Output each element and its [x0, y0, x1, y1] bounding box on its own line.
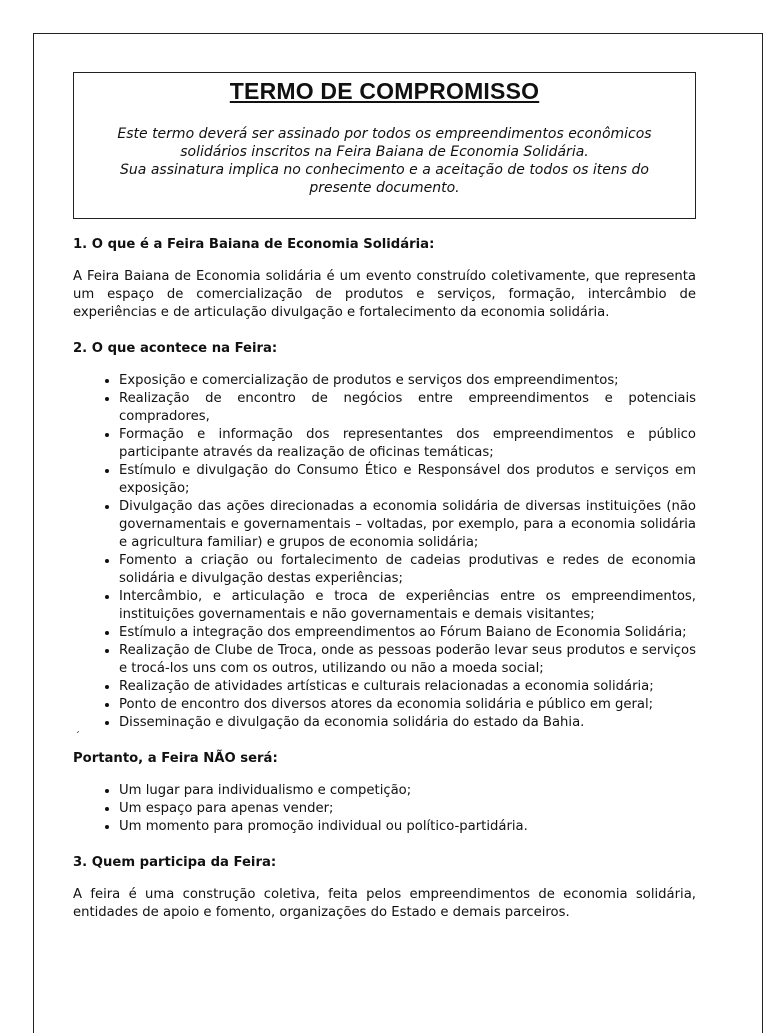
stray-mark: ´ [75, 731, 80, 742]
list-item: • Realização de encontro de negócios entre empreendimentos e potenciais compradores, [119, 390, 696, 426]
list-item: • Fomento a criação ou fortalecimento de cadeias produtivas e redes de economia solidária e divulgação destas experiências; [119, 552, 696, 588]
section-paragraph: A Feira Baiana de Economia solidária é um evento construído coletivamente, que representa um espaço de comercialização de produtos e serviços, formação, intercâmbio de experiências e de articulação divulgação e fortalecimento da economia solidária. [73, 269, 696, 320]
list-item: • Realização de atividades artísticas e culturais relacionadas a economia solidária; [119, 678, 696, 696]
list-item: • Estímulo e divulgação do Consumo Ético e Responsável dos produtos e serviços em exposição; [119, 462, 696, 498]
section-heading: Portanto, a Feira NÃO será: [73, 751, 278, 766]
list-item: • Disseminação e divulgação da economia solidária do estado da Bahia. [119, 714, 696, 732]
bullet-list [73, 782, 696, 836]
list-item: • Exposição e comercialização de produtos e serviços dos empreendimentos; [119, 372, 696, 390]
section-heading: 3. Quem participa da Feira: [73, 855, 277, 870]
list-item: • Estímulo a integração dos empreendimentos ao Fórum Baiano de Economia Solidária; [119, 624, 696, 642]
list-item: • Um lugar para individualismo e competição; [119, 782, 696, 800]
list-item: • Divulgação das ações direcionadas a economia solidária de diversas instituições (não governamentais e governamentais – voltadas, por exemplo, para a economia solidária e agricultura familiar) e grupos de economia solidária; [119, 498, 696, 552]
section-heading: 1. O que é a Feira Baiana de Economia Solidária: [73, 237, 435, 252]
document-title: TERMO DE COMPROMISSO [229, 78, 540, 104]
header-box [73, 72, 696, 219]
intro-line: Este termo deverá ser assinado por todos os empreendimentos econômicos solidários inscritos na Feira Baiana de Economia Solidária. [117, 126, 652, 160]
intro-text [88, 125, 681, 197]
list-item: • Ponto de encontro dos diversos atores da economia solidária e público em geral; [119, 696, 696, 714]
list-item: • Formação e informação dos representantes dos empreendimentos e público participante através da realização de oficinas temáticas; [119, 426, 696, 462]
list-item: • Intercâmbio, e articulação e troca de experiências entre os empreendimentos, instituições governamentais e não governamentais e demais visitantes; [119, 588, 696, 624]
section-paragraph: A feira é uma construção coletiva, feita pelos empreendimentos de economia solidária, entidades de apoio e fomento, organizações do Estado e demais parceiros. [73, 887, 696, 920]
intro-line: Sua assinatura implica no conhecimento e a aceitação de todos os itens do presente documento. [120, 162, 649, 196]
document-body [73, 232, 696, 922]
section-heading: 2. O que acontece na Feira: [73, 341, 278, 356]
list-item: • Realização de Clube de Troca, onde as pessoas poderão levar seus produtos e serviços e trocá-los uns com os outros, utilizando ou não a moeda social; [119, 642, 696, 678]
bullet-list [73, 372, 696, 732]
list-item: • Um espaço para apenas vender; [119, 800, 696, 818]
list-item: • Um momento para promoção individual ou político-partidária. [119, 818, 696, 836]
